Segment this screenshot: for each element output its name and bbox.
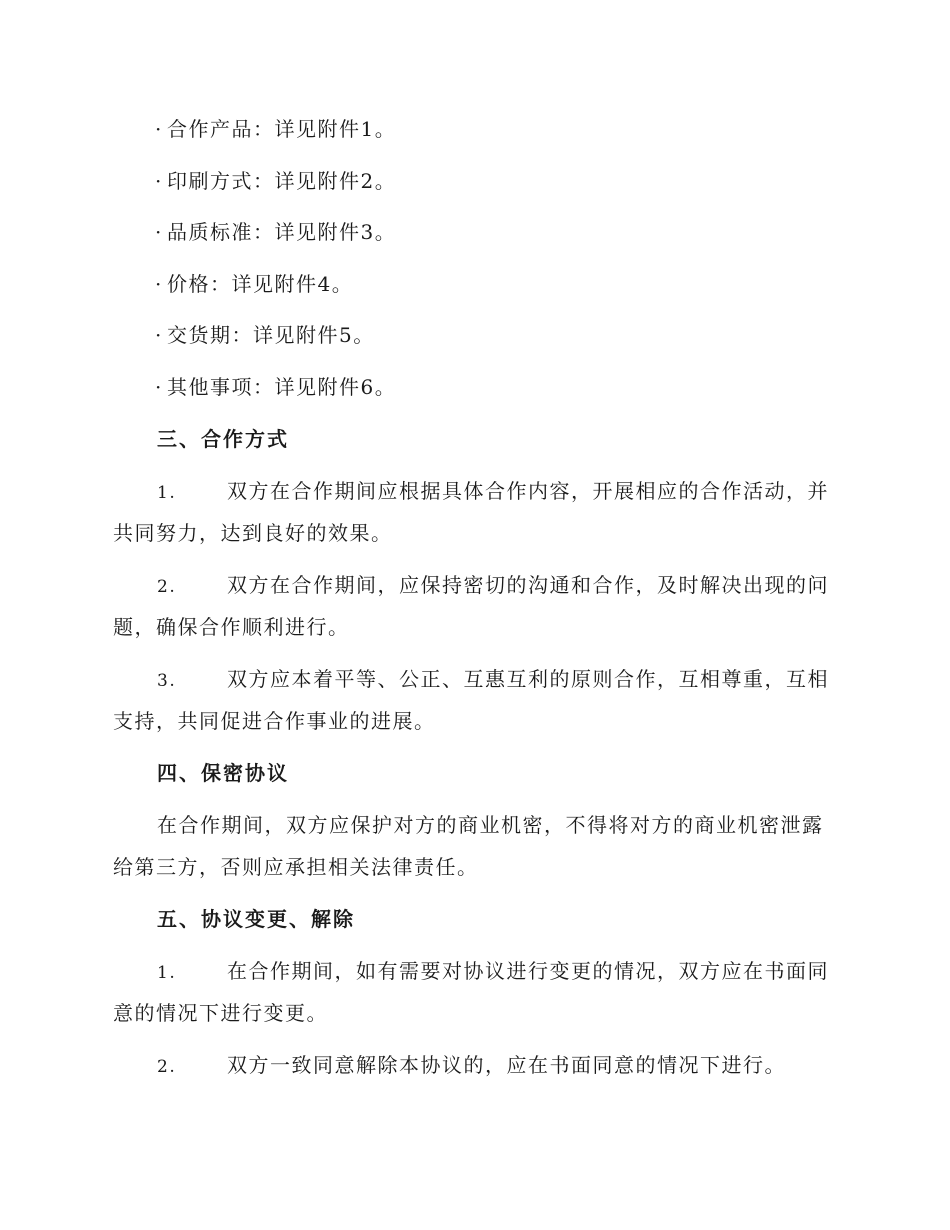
numbered-item-continuation: 题，确保合作顺利进行。 <box>113 615 350 639</box>
item-text: 双方一致同意解除本协议的，应在书面同意的情况下进行。 <box>227 1053 786 1077</box>
bullet-text: 印刷方式：详见附件2。 <box>167 169 397 193</box>
item-text: 双方在合作期间，应保持密切的沟通和合作，及时解决出现的问 <box>227 573 829 597</box>
item-text: 双方在合作期间应根据具体合作内容，开展相应的合作活动，并 <box>227 479 829 503</box>
numbered-item-first-line <box>157 478 829 506</box>
bullet-item-product <box>155 116 396 142</box>
section-heading-amendment-termination: 五、协议变更、解除 <box>157 907 355 931</box>
bullet-item-delivery <box>155 322 375 348</box>
bullet-marker: · <box>155 323 163 347</box>
bullet-text: 交货期：详见附件5。 <box>167 323 375 347</box>
item-text: 双方应本着平等、公正、互惠互利的原则合作，互相尊重，互相 <box>227 667 829 691</box>
section-heading-confidentiality: 四、保密协议 <box>157 761 289 785</box>
numbered-item-first-line <box>157 958 829 986</box>
item-text: 在合作期间，如有需要对协议进行变更的情况，双方应在书面同 <box>227 959 829 983</box>
bullet-item-other <box>155 374 396 400</box>
bullet-text: 其他事项：详见附件6。 <box>167 375 397 399</box>
numbered-item-first-line <box>157 666 829 694</box>
numbered-item-continuation: 支持，共同促进合作事业的进展。 <box>113 709 436 733</box>
bullet-item-quality <box>155 219 396 245</box>
numbered-item-continuation: 共同努力，达到良好的效果。 <box>113 521 393 545</box>
item-number: 1. <box>157 483 177 503</box>
item-number: 2. <box>157 577 177 597</box>
bullet-marker: · <box>155 169 163 193</box>
item-number: 2. <box>157 1057 177 1077</box>
bullet-text: 品质标准：详见附件3。 <box>167 220 397 244</box>
paragraph-first-line: 在合作期间，双方应保护对方的商业机密，不得将对方的商业机密泄露 <box>157 813 824 837</box>
numbered-item-continuation: 意的情况下进行变更。 <box>113 1001 328 1025</box>
paragraph-continuation: 给第三方，否则应承担相关法律责任。 <box>113 855 479 879</box>
item-number: 1. <box>157 963 177 983</box>
bullet-marker: · <box>155 117 163 141</box>
numbered-item-first-line <box>157 1052 786 1080</box>
bullet-marker: · <box>155 220 163 244</box>
numbered-item-first-line <box>157 572 829 600</box>
item-number: 3. <box>157 671 177 691</box>
bullet-marker: · <box>155 272 163 296</box>
section-heading-cooperation-mode: 三、合作方式 <box>157 427 289 451</box>
bullet-marker: · <box>155 375 163 399</box>
bullet-text: 价格：详见附件4。 <box>167 272 354 296</box>
bullet-item-price <box>155 271 353 297</box>
bullet-item-printing <box>155 168 396 194</box>
bullet-text: 合作产品：详见附件1。 <box>167 117 397 141</box>
